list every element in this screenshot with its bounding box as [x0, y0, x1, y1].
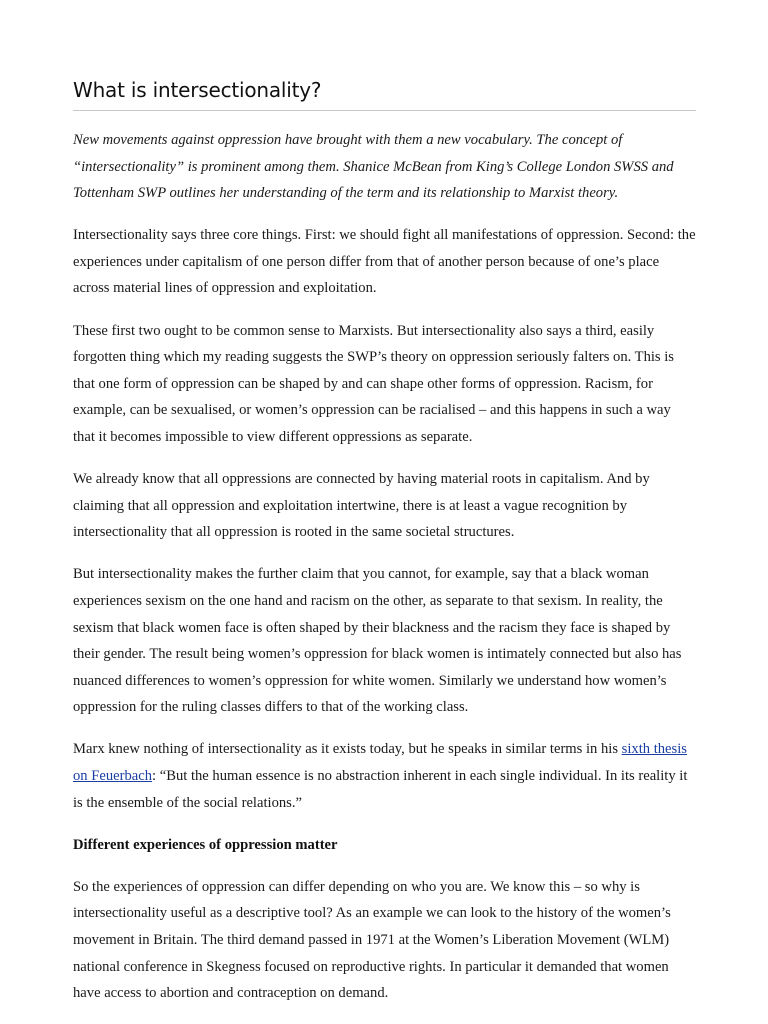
- section-heading: Different experiences of oppression matter: [73, 836, 338, 853]
- feuerbach-thesis-link[interactable]: sixth thesis on Feuerbach: [73, 741, 687, 784]
- article: [73, 76, 696, 1022]
- paragraph-5: [73, 736, 696, 816]
- paragraph-5-text-before: Marx knew nothing of intersectionality as it exists today, but he speaks in similar terms in his: [73, 741, 622, 758]
- article-intro: New movements against oppression have brought with them a new vocabulary. The concept of “intersectionality” is prominent among them. Shanice McBean from King’s College London SWSS and Tottenham SWP outlines her understanding of the term and its relationship to Marxist theory.: [73, 132, 674, 202]
- paragraph-1: Intersectionality says three core things. First: we should fight all manifestations of oppression. Second: the experiences under capitalism of one person differ from that of another person because of one’s place across material lines of oppression and exploitation.: [73, 227, 696, 297]
- paragraph-4: But intersectionality makes the further claim that you cannot, for example, say that a black woman experiences sexism on the one hand and racism on the other, as separate to that sexism. In reality, the sexism that black women face is often shaped by their blackness and the racism they face is shaped by their gender. The result being women’s oppression for black women is intimately connected but also has nuanced differences to women’s oppression for white women. Similarly we understand how women’s oppression for the ruling classes differs to that of the working class.: [73, 566, 682, 716]
- article-title: What is intersectionality?: [73, 78, 322, 102]
- paragraph-2: These first two ought to be common sense to Marxists. But intersectionality also says a third, easily forgotten thing which my reading suggests the SWP’s theory on oppression seriously falters on. This is that one form of oppression can be shaped by and can shape other forms of oppression. Racism, for example, can be sexualised, or women’s oppression can be racialised – and this happens in such a way that it becomes impossible to view different oppressions as separate.: [73, 322, 674, 445]
- paragraph-3: We already know that all oppressions are connected by having material roots in capitalism. And by claiming that all oppression and exploitation intertwine, there is at least a vague recognition by intersectionality that all oppression is rooted in the same societal structures.: [73, 471, 650, 541]
- paragraph-5-text-after: : “But the human essence is no abstraction inherent in each single individual. In its reality it is the ensemble of the social relations.”: [73, 767, 688, 811]
- paragraph-6: So the experiences of oppression can differ depending on who you are. We know this – so why is intersectionality useful as a descriptive tool? As an example we can look to the history of the women’s movement in Britain. The third demand passed in 1971 at the Women’s Liberation Movement (WLM) national conference in Skegness focused on reproductive rights. In particular it demanded that women have access to abortion and contraception on demand.: [73, 878, 671, 1002]
- article-body: [73, 127, 696, 1007]
- title-divider: [73, 110, 696, 111]
